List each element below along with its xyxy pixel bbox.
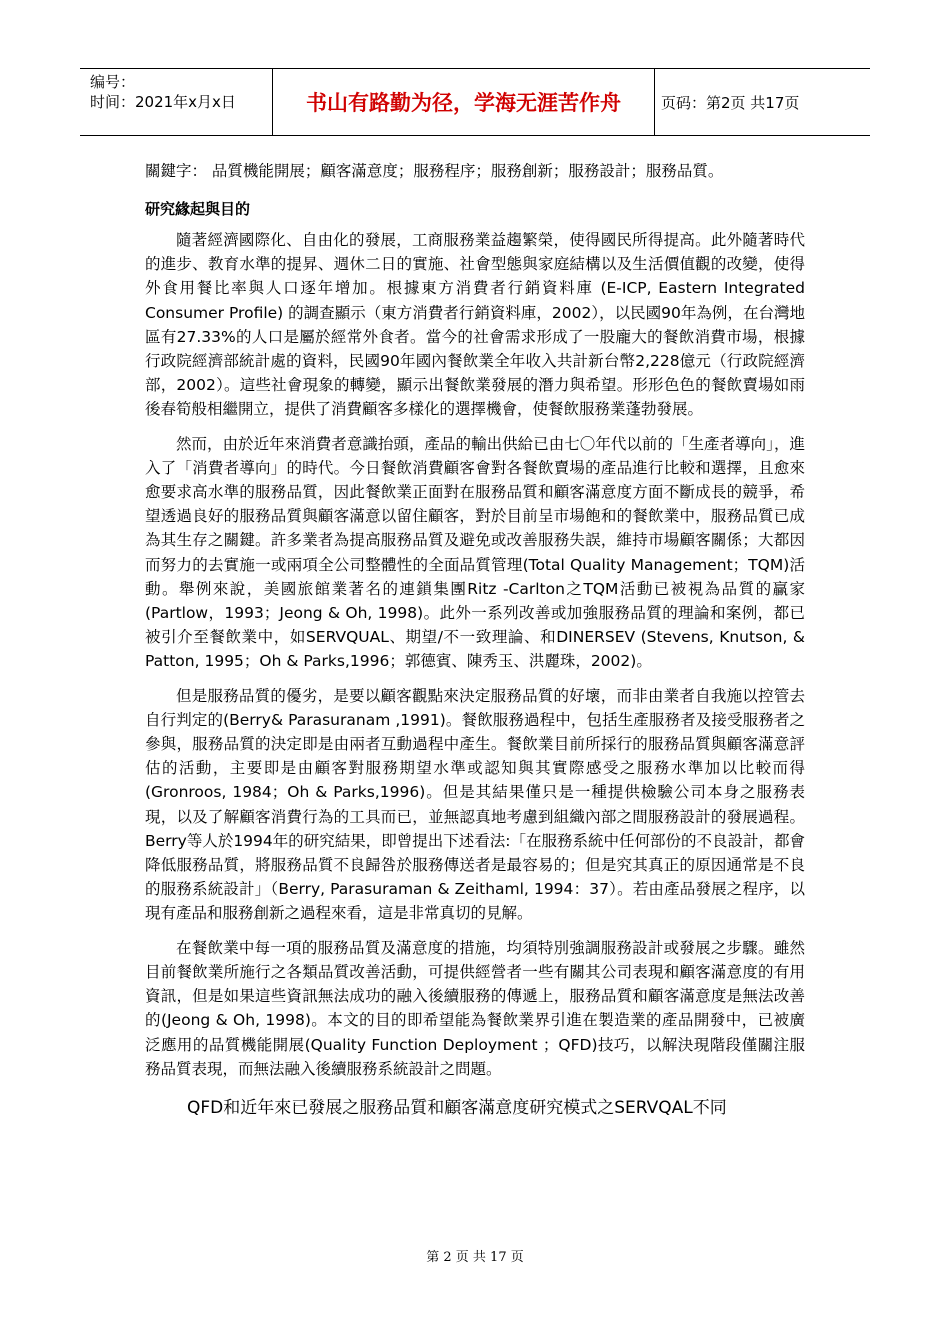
time-label: 时间：2021年x月x日 (90, 93, 236, 111)
paragraph-3: 但是服務品質的優劣，是要以顧客觀點來決定服務品質的好壞，而非由業者自我施以控管去自行判定的(Berry& Parasuranam ,1991)。餐飲服務過程中，包括生產服務者及接受服務者之參與，服務品質的決定即是由兩者互動過程中產生。餐飲業目前所採行的服務品質與顧客滿意評估的活動，主要即是由顧客對服務期望水準或認知與其實際感受之服務水準加以比較而得(Gronroos, 1984；Oh & Parks,1996)。但是其結果僅只是一種提供檢驗公司本身之服務表現，以及了解顧客消費行為的工具而已，並無認真地考慮到組織內部之間服務設計的發展過程。Berry等人於1994年的研究結果，即曾提出下述看法:「在服務系統中任何部份的不良設計，都會降低服務品質，將服務品質不良歸咎於服務傳送者是最容易的；但是究其真正的原因通常是不良的服務系統設計」（Berry, Parasuraman & Zeithaml, 1994：37）。若由產品發展之程序，以現有產品和服務創新之過程來看，這是非常真切的見解。 (145, 686, 805, 923)
page-footer: 第 2 页 共 17 页 (426, 1250, 524, 1265)
paragraph-4: 在餐飲業中每一項的服務品質及滿意度的措施，均須特別強調服務設計或發展之步驟。雖然目前餐飲業所施行之各類品質改善活動，可提供經營者一些有關其公司表現和顧客滿意度的有用資訊，但是如果這些資訊無法成功的融入後續服務的傳遞上，服務品質和顧客滿意度是無法改善的(Jeong & Oh, 1998)。本文的目的即希望能為餐飲業界引進在製造業的產品開發中，已被廣泛應用的品質機能開展(Quality Function Deployment ；QFD)技巧，以解決現階段僅關注服務品質表現，而無法融入後續服務系統設計之問題。 (145, 938, 805, 1078)
section-heading: 研究緣起與目的 (145, 200, 251, 218)
header-meta (80, 69, 273, 135)
header-motto: 书山有路勤为径，学海无涯苦作舟 (273, 69, 655, 135)
document-body (145, 160, 805, 1121)
subsection-heading: QFD和近年來已發展之服務品質和顧客滿意度研究模式之SERVQAL不同 (187, 1097, 727, 1118)
page-header (80, 68, 870, 136)
number-label: 编号： (90, 73, 136, 91)
paragraph-1: 隨著經濟國際化、自由化的發展，工商服務業益趨繁榮，使得國民所得提高。此外隨著時代的進步、教育水準的提昇、週休二日的實施、社會型態與家庭結構以及生活價值觀的改變，使得外食用餐比率與人口逐年增加。根據東方消費者行銷資料庫 (E-ICP, Eastern Integrated Consumer Profile) 的調查顯示（東方消費者行銷資料庫，2002），以民國90年為例，在台灣地區有27.33%的人口是屬於經常外食者。當今的社會需求形成了一股龐大的餐飲消費市場，根據行政院經濟部統計處的資料，民國90年國內餐飲業全年收入共計新台幣2,228億元（行政院經濟部，2002）。這些社會現象的轉變，顯示出餐飲業發展的潛力與希望。形形色色的餐飲賣場如雨後春筍般相繼開立，提供了消費顧客多樣化的選擇機會，使餐飲服務業蓬勃發展。 (145, 231, 805, 419)
header-page-info: 页码：第2页 共17页 (661, 93, 800, 112)
paragraph-2: 然而，由於近年來消費者意識抬頭，產品的輸出供給已由七〇年代以前的「生產者導向」，進入了「消費者導向」的時代。今日餐飲消費顧客會對各餐飲賣場的產品進行比較和選擇，且愈來愈要求高水準的服務品質，因此餐飲業正面對在服務品質和顧客滿意度方面不斷成長的競爭，希望透過良好的服務品質與顧客滿意以留住顧客，對於目前呈市場飽和的餐飲業中，服務品質已成為其生存之關鍵。許多業者為提高服務品質及避免或改善服務失誤，維持市場顧客關係；大都因而努力的去實施一或兩項全公司整體性的全面品質管理(Total Quality Management；TQM)活動。舉例來說，美國旅館業著名的連鎖集團Ritz -Carlton之TQM活動已被視為品質的贏家(Partlow，1993；Jeong & Oh, 1998)。此外一系列改善或加強服務品質的理論和案例，都已被引介至餐飲業中，如SERVQUAL、期望/不一致理論、和DINERSEV (Stevens, Knutson, & Patton, 1995；Oh & Parks,1996；郭德賓、陳秀玉、洪麗珠，2002)。 (145, 434, 805, 671)
keywords-line: 關鍵字： 品質機能開展；顧客滿意度；服務程序；服務創新；服務設計；服務品質。 (145, 162, 724, 180)
